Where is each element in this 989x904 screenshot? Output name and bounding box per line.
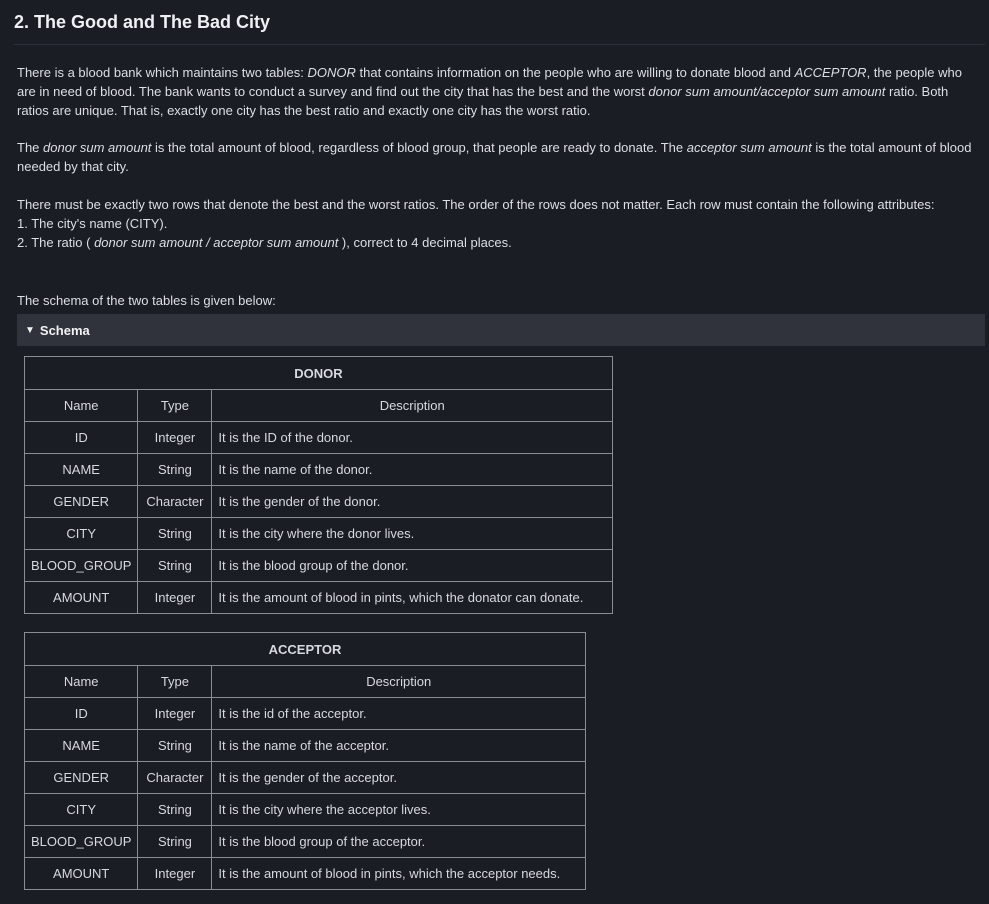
cell-description: It is the blood group of the acceptor. (212, 826, 586, 858)
schema-toggle-label: Schema (39, 322, 90, 338)
cell-description: It is the blood group of the donor. (212, 550, 613, 582)
schema-intro: The schema of the two tables is given below: (17, 293, 276, 308)
text-run: There is a blood bank which maintains two tables: (17, 65, 308, 80)
ratio-term: donor sum amount/acceptor sum amount (648, 84, 886, 99)
cell-name: BLOOD_GROUP (25, 826, 138, 858)
output-requirements (17, 195, 979, 252)
donor-table-name: DONOR (307, 65, 356, 80)
definition-paragraph (17, 138, 979, 176)
cell-name: AMOUNT (25, 582, 138, 614)
column-header-description: Description (212, 390, 613, 422)
cell-type: Character (138, 762, 212, 794)
cell-name: NAME (25, 730, 138, 762)
table-caption: DONOR (25, 357, 613, 390)
table-row (25, 858, 586, 890)
title-divider (14, 44, 985, 45)
cell-type: String (138, 826, 212, 858)
cell-type: Integer (138, 858, 212, 890)
cell-description: It is the name of the donor. (212, 454, 613, 486)
table-row (25, 518, 613, 550)
table-row (25, 550, 613, 582)
donor-sum-term: donor sum amount (43, 140, 152, 155)
cell-type: Character (138, 486, 212, 518)
cell-type: Integer (138, 422, 212, 454)
table-row (25, 454, 613, 486)
cell-type: String (138, 794, 212, 826)
cell-name: ID (25, 698, 138, 730)
cell-name: CITY (25, 518, 138, 550)
table-row (25, 582, 613, 614)
cell-description: It is the ID of the donor. (212, 422, 613, 454)
text-run: that contains information on the people who are willing to donate blood and (355, 65, 795, 80)
cell-name: CITY (25, 794, 138, 826)
cell-description: It is the gender of the acceptor. (212, 762, 586, 794)
acceptor-table-name: ACCEPTOR (794, 65, 867, 80)
cell-name: GENDER (25, 486, 138, 518)
column-header-description: Description (212, 666, 586, 698)
triangle-down-icon: ▼ (25, 324, 35, 336)
column-header-type: Type (138, 666, 212, 698)
text-run: ), correct to 4 decimal places. (338, 235, 512, 250)
text-run: The (17, 140, 44, 155)
table-row (25, 762, 586, 794)
cell-name: ID (25, 422, 138, 454)
cell-name: AMOUNT (25, 858, 138, 890)
donor-table (24, 356, 613, 614)
table-row (25, 794, 586, 826)
column-header-type: Type (138, 390, 212, 422)
acceptor-table (24, 632, 586, 890)
ratio-term: donor sum amount / acceptor sum amount (94, 235, 339, 250)
cell-description: It is the city where the donor lives. (212, 518, 613, 550)
cell-description: It is the amount of blood in pints, which the donator can donate. (212, 582, 613, 614)
cell-name: BLOOD_GROUP (25, 550, 138, 582)
cell-description: It is the id of the acceptor. (212, 698, 586, 730)
cell-description: It is the gender of the donor. (212, 486, 613, 518)
intro-paragraph (17, 63, 979, 120)
cell-type: String (138, 454, 212, 486)
table-row (25, 698, 586, 730)
table-row (25, 826, 586, 858)
acceptor-sum-term: acceptor sum amount (686, 140, 812, 155)
column-header-name: Name (25, 390, 138, 422)
requirements-intro: There must be exactly two rows that denote the best and the worst ratios. The order of the rows does not matter. Each row must contain the following attributes: (17, 197, 935, 212)
cell-name: GENDER (25, 762, 138, 794)
page-title: 2. The Good and The Bad City (14, 12, 271, 32)
schema-toggle[interactable] (17, 314, 985, 346)
cell-description: It is the amount of blood in pints, which the acceptor needs. (212, 858, 586, 890)
cell-type: String (138, 518, 212, 550)
cell-type: Integer (138, 582, 212, 614)
table-row (25, 422, 613, 454)
table-caption: ACCEPTOR (25, 633, 586, 666)
text-run: 2. The ratio ( (17, 235, 95, 250)
cell-type: String (138, 730, 212, 762)
cell-name: NAME (25, 454, 138, 486)
cell-type: Integer (138, 698, 212, 730)
requirement-item-2 (17, 233, 979, 252)
cell-description: It is the name of the acceptor. (212, 730, 586, 762)
table-row (25, 730, 586, 762)
text-run: is the total amount of blood needed by that city. (17, 140, 972, 174)
cell-description: It is the city where the acceptor lives. (212, 794, 586, 826)
text-run: ratio. Both ratios are unique. That is, exactly one city has the best ratio and exactly one city has the worst ratio. (17, 84, 949, 118)
column-header-name: Name (25, 666, 138, 698)
text-run: is the total amount of blood, regardless of blood group, that people are ready to donate. The (151, 140, 687, 155)
table-row (25, 486, 613, 518)
cell-type: String (138, 550, 212, 582)
requirement-item-1: 1. The city's name (CITY). (17, 216, 168, 231)
text-run: , the people who are in need of blood. The bank wants to conduct a survey and find out the city that has the best and the worst (17, 65, 962, 99)
